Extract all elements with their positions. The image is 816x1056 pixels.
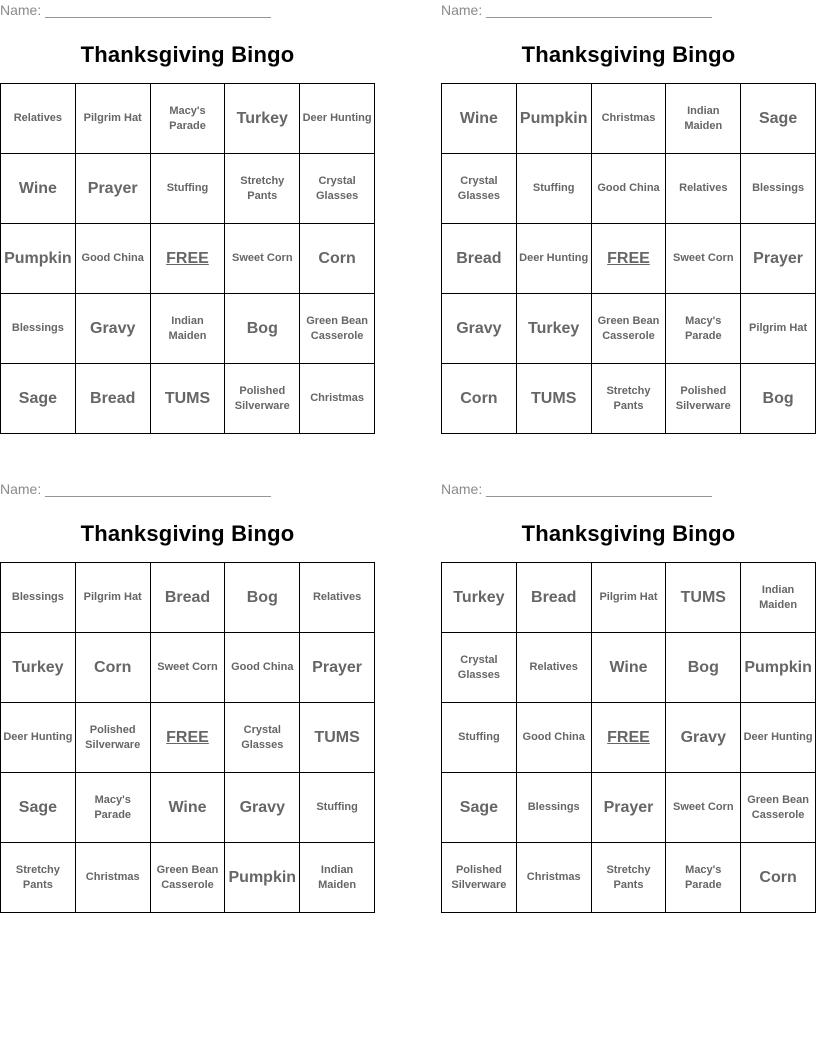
bingo-cell: Turkey: [442, 563, 517, 633]
bingo-cell: Sweet Corn: [225, 224, 300, 294]
free-space-cell: FREE: [592, 224, 667, 294]
free-space-cell: FREE: [151, 703, 226, 773]
bingo-cell: TUMS: [517, 364, 592, 434]
bingo-cell: Indian Maiden: [741, 563, 816, 633]
name-field: Name: _____________________________: [441, 481, 712, 497]
bingo-cell: Stretchy Pants: [1, 843, 76, 913]
bingo-cell: Turkey: [1, 633, 76, 703]
bingo-cell: Polished Silverware: [225, 364, 300, 434]
bingo-cell: Pilgrim Hat: [741, 294, 816, 364]
bingo-grid: [0, 562, 375, 913]
bingo-cell: Good China: [76, 224, 151, 294]
card-title: Thanksgiving Bingo: [80, 521, 295, 546]
bingo-cell: Stretchy Pants: [225, 154, 300, 224]
card-title: Thanksgiving Bingo: [80, 42, 295, 67]
bingo-cell: Bread: [151, 563, 226, 633]
card-title: Thanksgiving Bingo: [521, 42, 736, 67]
bingo-cell: Relatives: [300, 563, 375, 633]
bingo-cell: TUMS: [300, 703, 375, 773]
bingo-cell: Crystal Glasses: [442, 633, 517, 703]
bingo-cell: Pilgrim Hat: [592, 563, 667, 633]
bingo-cell: Wine: [592, 633, 667, 703]
bingo-cell: Crystal Glasses: [442, 154, 517, 224]
bingo-cell: Pumpkin: [225, 843, 300, 913]
bingo-cell: Gravy: [442, 294, 517, 364]
bingo-cell: Turkey: [517, 294, 592, 364]
card-title: Thanksgiving Bingo: [521, 521, 736, 546]
bingo-cell: Good China: [225, 633, 300, 703]
bingo-cell: Christmas: [76, 843, 151, 913]
bingo-cell: Relatives: [666, 154, 741, 224]
free-space-cell: FREE: [151, 224, 226, 294]
bingo-cell: Stuffing: [442, 703, 517, 773]
bingo-cell: Gravy: [76, 294, 151, 364]
bingo-cell: Deer Hunting: [517, 224, 592, 294]
name-field: Name: _____________________________: [441, 2, 712, 18]
bingo-cell: Stuffing: [151, 154, 226, 224]
bingo-cell: Macy's Parade: [76, 773, 151, 843]
bingo-grid: [441, 562, 816, 913]
bingo-cell: Indian Maiden: [151, 294, 226, 364]
bingo-cell: Macy's Parade: [666, 843, 741, 913]
bingo-grid: [0, 83, 375, 434]
bingo-cell: Bread: [442, 224, 517, 294]
bingo-cell: Green Bean Casserole: [592, 294, 667, 364]
bingo-cell: Wine: [151, 773, 226, 843]
bingo-cell: Pumpkin: [517, 84, 592, 154]
bingo-cell: Stretchy Pants: [592, 364, 667, 434]
bingo-cell: Corn: [442, 364, 517, 434]
bingo-cell: Sage: [1, 364, 76, 434]
bingo-cell: Deer Hunting: [741, 703, 816, 773]
bingo-cell: Corn: [76, 633, 151, 703]
bingo-cell: Crystal Glasses: [300, 154, 375, 224]
bingo-cell: Macy's Parade: [666, 294, 741, 364]
free-space-cell: FREE: [592, 703, 667, 773]
bingo-cell: Polished Silverware: [666, 364, 741, 434]
bingo-cell: Wine: [1, 154, 76, 224]
bingo-cell: Christmas: [592, 84, 667, 154]
bingo-cell: Stuffing: [300, 773, 375, 843]
bingo-cell: Crystal Glasses: [225, 703, 300, 773]
bingo-cell: Polished Silverware: [442, 843, 517, 913]
bingo-cell: Bog: [741, 364, 816, 434]
bingo-cell: Relatives: [1, 84, 76, 154]
bingo-cell: Pumpkin: [741, 633, 816, 703]
bingo-cell: Relatives: [517, 633, 592, 703]
bingo-cell: Prayer: [592, 773, 667, 843]
bingo-cell: Prayer: [741, 224, 816, 294]
bingo-cell: Blessings: [741, 154, 816, 224]
name-field: Name: _____________________________: [0, 481, 271, 497]
bingo-cell: Indian Maiden: [300, 843, 375, 913]
bingo-cell: Pilgrim Hat: [76, 84, 151, 154]
bingo-cell: Sage: [741, 84, 816, 154]
bingo-cell: Prayer: [300, 633, 375, 703]
bingo-cell: Sweet Corn: [666, 773, 741, 843]
bingo-cell: Gravy: [225, 773, 300, 843]
bingo-cell: Pilgrim Hat: [76, 563, 151, 633]
bingo-cell: Bog: [666, 633, 741, 703]
bingo-cell: Good China: [517, 703, 592, 773]
bingo-cell: Wine: [442, 84, 517, 154]
bingo-cell: Corn: [741, 843, 816, 913]
bingo-cell: Blessings: [1, 294, 76, 364]
bingo-cell: Sweet Corn: [666, 224, 741, 294]
bingo-cell: Bread: [76, 364, 151, 434]
bingo-cell: Stuffing: [517, 154, 592, 224]
bingo-cell: Sage: [442, 773, 517, 843]
bingo-cell: Stretchy Pants: [592, 843, 667, 913]
bingo-cell: Sage: [1, 773, 76, 843]
bingo-cell: Corn: [300, 224, 375, 294]
bingo-cell: Green Bean Casserole: [300, 294, 375, 364]
bingo-cell: Indian Maiden: [666, 84, 741, 154]
bingo-cell: Pumpkin: [1, 224, 76, 294]
bingo-cell: Gravy: [666, 703, 741, 773]
bingo-cell: TUMS: [666, 563, 741, 633]
name-field: Name: _____________________________: [0, 2, 271, 18]
bingo-cell: Green Bean Casserole: [151, 843, 226, 913]
bingo-cell: Christmas: [517, 843, 592, 913]
bingo-cell: Sweet Corn: [151, 633, 226, 703]
bingo-cell: Bread: [517, 563, 592, 633]
bingo-cell: TUMS: [151, 364, 226, 434]
bingo-cell: Blessings: [1, 563, 76, 633]
bingo-cell: Blessings: [517, 773, 592, 843]
bingo-cell: Deer Hunting: [1, 703, 76, 773]
bingo-cell: Prayer: [76, 154, 151, 224]
bingo-cell: Christmas: [300, 364, 375, 434]
bingo-cell: Deer Hunting: [300, 84, 375, 154]
bingo-cell: Bog: [225, 563, 300, 633]
bingo-cell: Good China: [592, 154, 667, 224]
bingo-cell: Macy's Parade: [151, 84, 226, 154]
bingo-cell: Turkey: [225, 84, 300, 154]
bingo-grid: [441, 83, 816, 434]
bingo-cell: Bog: [225, 294, 300, 364]
bingo-cell: Polished Silverware: [76, 703, 151, 773]
bingo-cell: Green Bean Casserole: [741, 773, 816, 843]
